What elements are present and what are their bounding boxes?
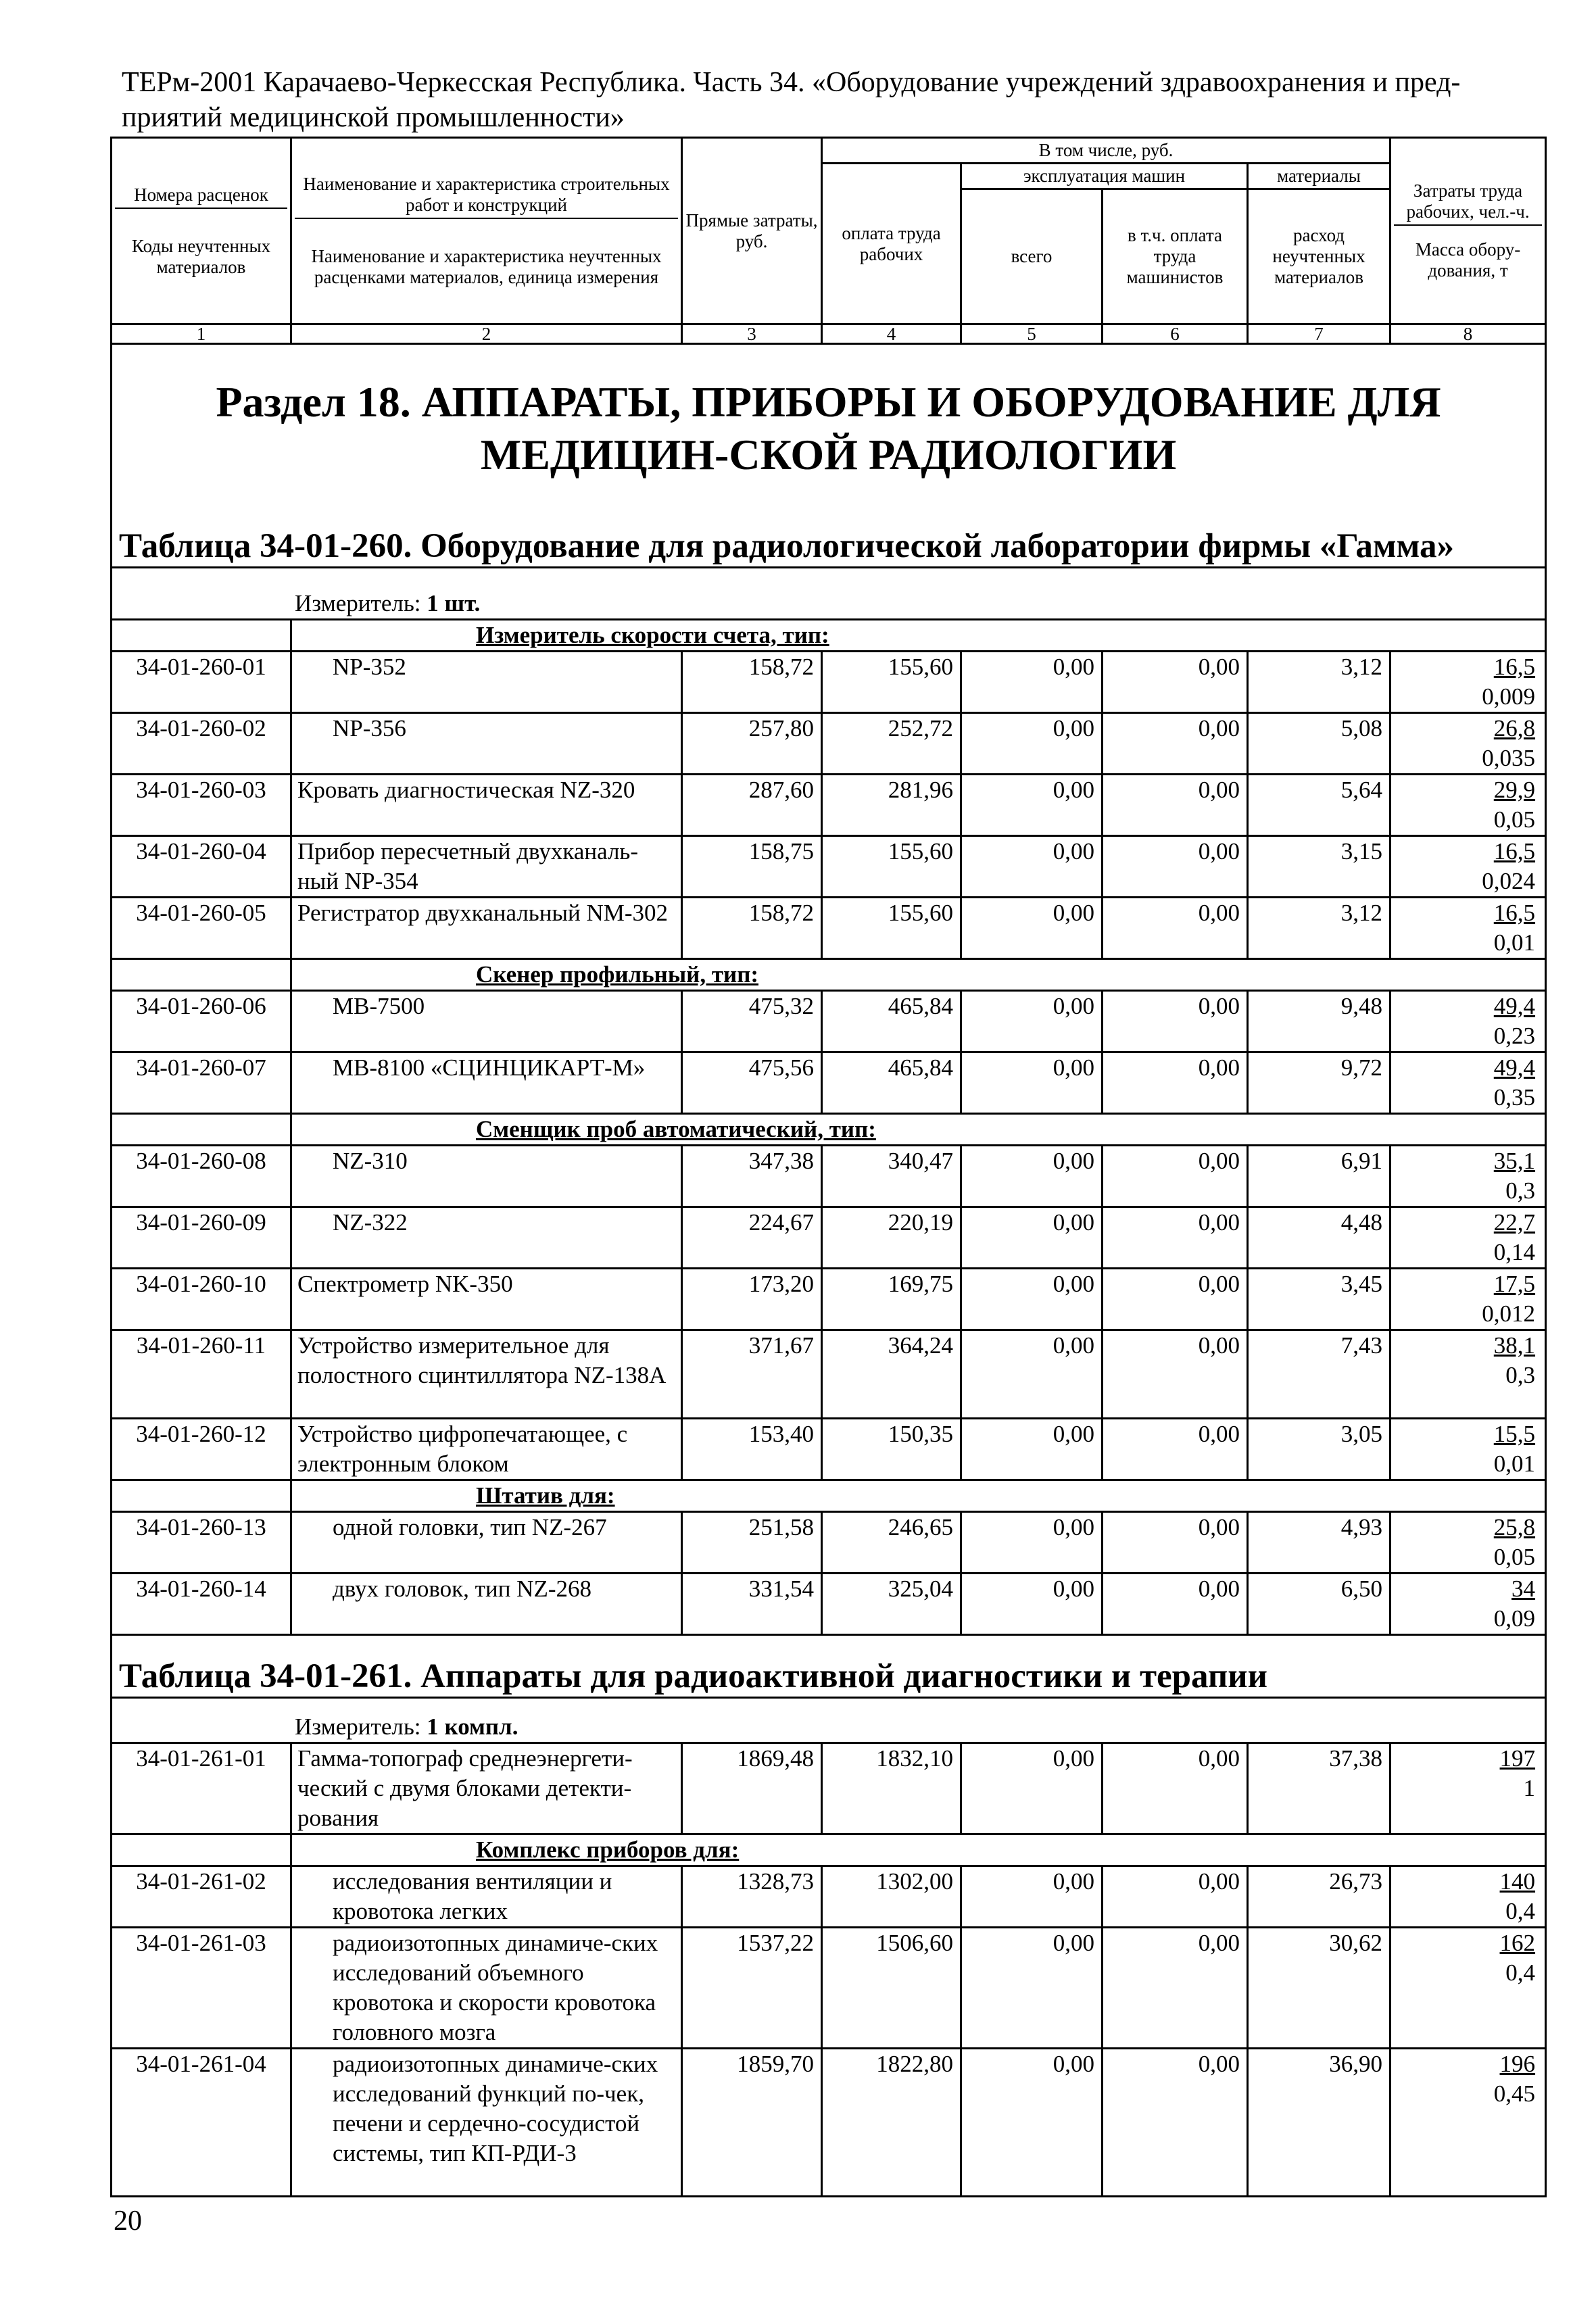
item-name: Спектрометр NK-350 [291,1269,682,1330]
cost-materials: 6,91 [1248,1146,1391,1207]
cost-materials: 6,50 [1248,1574,1391,1635]
cost-materials: 4,93 [1248,1512,1391,1574]
header-direct-costs: Прямые затраты, руб. [682,138,822,324]
cost-materials: 5,08 [1248,713,1391,775]
labor-mass-cell [1391,836,1546,898]
group-row [112,1834,1546,1866]
cost-labor: 150,35 [822,1419,961,1480]
labor-mass-cell [1391,775,1546,836]
cost-mach: 0,00 [961,1866,1103,1928]
labor-hours: 16,5 [1493,838,1536,864]
labor-mass-cell [1391,713,1546,775]
item-name: Устройство измерительное для полостного сцинтиллятора NZ-138A [291,1330,682,1419]
labor-hours: 25,8 [1493,1514,1536,1540]
equipment-mass: 0,3 [1505,1177,1536,1204]
cost-direct: 173,20 [682,1269,822,1330]
column-number: 2 [291,324,682,344]
equipment-mass: 0,09 [1493,1605,1536,1632]
cost-mach: 0,00 [961,1512,1103,1574]
cost-direct: 1859,70 [682,2049,822,2197]
equipment-mass: 0,14 [1493,1239,1536,1265]
rate-code: 34-01-260-02 [112,713,291,775]
rate-code: 34-01-260-03 [112,775,291,836]
cost-materials: 3,12 [1248,652,1391,713]
measure-label: Измеритель: [295,1713,427,1740]
table-261-title-cell [112,1635,1546,1698]
cost-mach-labor: 0,00 [1103,836,1248,898]
cost-mach-labor: 0,00 [1103,1419,1248,1480]
labor-mass-cell [1391,1330,1546,1419]
labor-mass-cell [1391,1419,1546,1480]
equipment-mass: 1 [1523,1775,1536,1801]
table-row [112,1269,1546,1330]
cost-direct: 1328,73 [682,1866,822,1928]
cost-direct: 475,56 [682,1052,822,1114]
header-machines: эксплуатация машин [961,164,1248,189]
table-row [112,1512,1546,1574]
cost-mach: 0,00 [961,652,1103,713]
table-row [112,1052,1546,1114]
section-title: Раздел 18. АППАРАТЫ, ПРИБОРЫ И ОБОРУДОВАНИЕ ДЛЯ МЕДИЦИН-СКОЙ РАДИОЛОГИИ [216,378,1441,479]
equipment-mass: 0,05 [1493,1544,1536,1570]
equipment-mass: 0,45 [1493,2080,1536,2107]
equipment-mass: 0,01 [1493,1451,1536,1477]
cost-mach-labor: 0,00 [1103,1574,1248,1635]
cost-materials: 37,38 [1248,1743,1391,1834]
cost-labor: 169,75 [822,1269,961,1330]
cost-materials: 4,48 [1248,1207,1391,1269]
column-number: 7 [1248,324,1391,344]
table-row [112,1574,1546,1635]
table-row [112,652,1546,713]
rate-code: 34-01-260-06 [112,991,291,1052]
item-name: NZ-322 [291,1207,682,1269]
document-header [122,65,1487,135]
column-number: 5 [961,324,1103,344]
table-row [112,1928,1546,2049]
cost-mach: 0,00 [961,1052,1103,1114]
labor-hours: 16,5 [1493,654,1536,680]
header-col-8 [1391,138,1546,324]
group-heading: Скенер профильный, тип: [291,959,1546,991]
header-equipment-mass: Масса обору-дования, т [1415,239,1521,281]
header-col-2 [291,138,682,324]
cost-direct: 158,75 [682,836,822,898]
header-line-1: ТЕРм-2001 Карачаево-Черкесская Республика. Часть 34. «Оборудование учреждений здравоохранения и пред- [122,67,1461,98]
cost-materials: 3,15 [1248,836,1391,898]
labor-mass-cell [1391,652,1546,713]
table-row [112,2049,1546,2197]
equipment-mass: 0,35 [1493,1084,1536,1111]
item-name: Гамма-топограф среднеэнергети-ческий с двумя блоками детекти-рования [291,1743,682,1834]
cost-direct: 251,58 [682,1512,822,1574]
labor-mass-cell [1391,898,1546,959]
cost-direct: 1537,22 [682,1928,822,2049]
cost-mach-labor: 0,00 [1103,652,1248,713]
group-row [112,620,1546,652]
labor-hours: 29,9 [1493,777,1536,803]
table-row [112,1419,1546,1480]
cost-direct: 475,32 [682,991,822,1052]
labor-mass-cell [1391,1512,1546,1574]
labor-mass-cell [1391,2049,1546,2197]
cost-direct: 331,54 [682,1574,822,1635]
item-name: MB-8100 «СЦИНЦИКАРТ-М» [291,1052,682,1114]
labor-hours: 196 [1499,2051,1536,2077]
table-261-measure-row [112,1698,1546,1743]
labor-hours: 140 [1499,1868,1536,1895]
table-row [112,1207,1546,1269]
rate-code: 34-01-260-14 [112,1574,291,1635]
rate-code: 34-01-260-05 [112,898,291,959]
cost-mach: 0,00 [961,1207,1103,1269]
table-261-title: Таблица 34-01-261. Аппараты для радиоактивной диагностики и терапии [119,1657,1268,1695]
cost-mach-labor: 0,00 [1103,898,1248,959]
item-name: исследования вентиляции и кровотока легких [291,1866,682,1928]
cost-mach: 0,00 [961,898,1103,959]
measure-value: 1 шт. [427,590,481,616]
equipment-mass: 0,4 [1505,1898,1536,1924]
cost-materials: 9,72 [1248,1052,1391,1114]
cost-mach-labor: 0,00 [1103,2049,1248,2197]
labor-hours: 38,1 [1493,1332,1536,1359]
cost-mach-labor: 0,00 [1103,991,1248,1052]
cost-mach: 0,00 [961,1419,1103,1480]
cost-mach-labor: 0,00 [1103,1928,1248,2049]
item-name: Устройство цифропечатающее, с электронным блоком [291,1419,682,1480]
cost-materials: 3,05 [1248,1419,1391,1480]
equipment-mass: 0,3 [1505,1362,1536,1388]
header-machinist-pay: в т.ч. оплата труда машинистов [1103,189,1248,324]
rate-code: 34-01-260-08 [112,1146,291,1207]
cost-labor: 1506,60 [822,1928,961,2049]
cost-mach-labor: 0,00 [1103,1207,1248,1269]
equipment-mass: 0,024 [1482,868,1536,894]
cost-mach: 0,00 [961,1574,1103,1635]
cost-direct: 371,67 [682,1330,822,1419]
table-row [112,775,1546,836]
labor-hours: 22,7 [1493,1209,1536,1236]
table-row [112,1146,1546,1207]
cost-labor: 1832,10 [822,1743,961,1834]
cost-direct: 158,72 [682,652,822,713]
cost-mach: 0,00 [961,836,1103,898]
cost-direct: 153,40 [682,1419,822,1480]
cost-materials: 3,12 [1248,898,1391,959]
labor-hours: 197 [1499,1745,1536,1772]
table-row [112,898,1546,959]
labor-hours: 15,5 [1493,1421,1536,1447]
header-line-2: приятий медицинской промышленности» [122,102,625,133]
section-title-cell [112,344,1546,568]
cost-labor: 155,60 [822,836,961,898]
labor-hours: 49,4 [1493,993,1536,1019]
table-row [112,1866,1546,1928]
cost-labor: 325,04 [822,1574,961,1635]
labor-mass-cell [1391,991,1546,1052]
group-heading: Сменщик проб автоматический, тип: [291,1114,1546,1146]
column-number: 4 [822,324,961,344]
rate-code: 34-01-260-11 [112,1330,291,1419]
cost-mach: 0,00 [961,713,1103,775]
page-number: 20 [114,2206,142,2237]
cost-materials: 7,43 [1248,1330,1391,1419]
group-row [112,1114,1546,1146]
equipment-mass: 0,23 [1493,1023,1536,1049]
cost-materials: 30,62 [1248,1928,1391,2049]
rate-code: 34-01-261-01 [112,1743,291,1834]
labor-hours: 34 [1512,1576,1536,1602]
cost-materials: 26,73 [1248,1866,1391,1928]
cost-direct: 257,80 [682,713,822,775]
cost-labor: 252,72 [822,713,961,775]
cost-mach: 0,00 [961,1269,1103,1330]
cost-mach-labor: 0,00 [1103,1146,1248,1207]
header-unaccounted-materials: расход неучтенных материалов [1248,189,1391,324]
cost-mach: 0,00 [961,1146,1103,1207]
rate-code: 34-01-260-13 [112,1512,291,1574]
labor-hours: 16,5 [1493,900,1536,926]
column-number: 1 [112,324,291,344]
equipment-mass: 0,035 [1482,745,1536,771]
cost-labor: 465,84 [822,1052,961,1114]
rate-code: 34-01-261-03 [112,1928,291,2049]
labor-mass-cell [1391,1866,1546,1928]
cost-direct: 1869,48 [682,1743,822,1834]
cost-mach: 0,00 [961,1330,1103,1419]
cost-labor: 1822,80 [822,2049,961,2197]
item-name: Регистратор двухканальный NM-302 [291,898,682,959]
rate-code: 34-01-260-10 [112,1269,291,1330]
cost-mach-labor: 0,00 [1103,775,1248,836]
labor-hours: 17,5 [1493,1271,1536,1297]
item-name: одной головки, тип NZ-267 [291,1512,682,1574]
column-number: 6 [1103,324,1248,344]
cost-labor: 364,24 [822,1330,961,1419]
table-row [112,713,1546,775]
labor-mass-cell [1391,1574,1546,1635]
table-261-measure [112,1698,1546,1743]
table-row [112,991,1546,1052]
item-name: NZ-310 [291,1146,682,1207]
header-labor-pay: оплата труда рабочих [822,164,961,324]
rate-code: 34-01-261-02 [112,1866,291,1928]
labor-hours: 49,4 [1493,1054,1536,1081]
item-name: NP-356 [291,713,682,775]
cost-mach-labor: 0,00 [1103,1330,1248,1419]
item-name: Кровать диагностическая NZ-320 [291,775,682,836]
cost-direct: 347,38 [682,1146,822,1207]
labor-hours: 35,1 [1493,1148,1536,1174]
cost-labor: 155,60 [822,652,961,713]
cost-labor: 246,65 [822,1512,961,1574]
cost-direct: 287,60 [682,775,822,836]
cost-labor: 220,19 [822,1207,961,1269]
table-header [112,138,1546,344]
group-row [112,1480,1546,1512]
measure-value: 1 компл. [427,1713,518,1740]
equipment-mass: 0,01 [1493,929,1536,956]
labor-mass-cell [1391,1052,1546,1114]
rate-code: 34-01-260-04 [112,836,291,898]
equipment-mass: 0,009 [1482,683,1536,710]
rate-code: 34-01-260-09 [112,1207,291,1269]
cost-mach: 0,00 [961,1928,1103,2049]
cost-mach-labor: 0,00 [1103,713,1248,775]
header-including: В том числе, руб. [822,138,1391,164]
rate-code: 34-01-261-04 [112,2049,291,2197]
cost-labor: 340,47 [822,1146,961,1207]
cost-materials: 9,48 [1248,991,1391,1052]
equipment-mass: 0,05 [1493,806,1536,833]
cost-labor: 281,96 [822,775,961,836]
labor-hours: 26,8 [1493,715,1536,741]
cost-mach-labor: 0,00 [1103,1052,1248,1114]
cost-mach-labor: 0,00 [1103,1743,1248,1834]
group-heading: Комплекс приборов для: [291,1834,1546,1866]
price-table [110,137,1547,2197]
table-260-measure [112,568,1546,620]
labor-hours: 162 [1499,1930,1536,1956]
cost-materials: 3,45 [1248,1269,1391,1330]
header-material-name: Наименование и характеристика неучтенных расценками материалов, единица измерения [311,246,662,287]
equipment-mass: 0,4 [1505,1959,1536,1986]
cost-mach: 0,00 [961,991,1103,1052]
item-name: Прибор пересчетный двухканаль-ный NP-354 [291,836,682,898]
header-rate-numbers: Номера расценок [115,185,287,209]
table-260-title: Таблица 34-01-260. Оборудование для радиологической лаборатории фирмы «Гамма» [119,527,1454,565]
header-material-codes: Коды неучтенных материалов [131,235,271,277]
cost-mach-labor: 0,00 [1103,1512,1248,1574]
column-number: 8 [1391,324,1546,344]
cost-materials: 5,64 [1248,775,1391,836]
header-machines-total: всего [961,189,1103,324]
cost-labor: 465,84 [822,991,961,1052]
rate-code: 34-01-260-01 [112,652,291,713]
cost-mach: 0,00 [961,2049,1103,2197]
group-row [112,959,1546,991]
cost-labor: 155,60 [822,898,961,959]
item-name: MB-7500 [291,991,682,1052]
equipment-mass: 0,012 [1482,1300,1536,1327]
rate-code: 34-01-260-12 [112,1419,291,1480]
group-heading: Штатив для: [291,1480,1546,1512]
header-labor-hours: Затраты труда рабочих, чел.-ч. [1394,180,1542,226]
header-col-1 [112,138,291,324]
cost-direct: 224,67 [682,1207,822,1269]
labor-mass-cell [1391,1146,1546,1207]
table-body [112,344,1546,2197]
labor-mass-cell [1391,1207,1546,1269]
table-row [112,1330,1546,1419]
labor-mass-cell [1391,1743,1546,1834]
cost-mach: 0,00 [961,1743,1103,1834]
item-name: радиоизотопных динамиче-ских исследований объемного кровотока и скорости кровотока головного мозга [291,1928,682,2049]
rate-code: 34-01-260-07 [112,1052,291,1114]
labor-mass-cell [1391,1269,1546,1330]
cost-labor: 1302,00 [822,1866,961,1928]
cost-mach-labor: 0,00 [1103,1269,1248,1330]
header-materials: материалы [1248,164,1391,189]
cost-mach: 0,00 [961,775,1103,836]
column-number: 3 [682,324,822,344]
table-row [112,836,1546,898]
group-heading: Измеритель скорости счета, тип: [291,620,1546,652]
table-row [112,1743,1546,1834]
header-work-name: Наименование и характеристика строительных работ и конструкций [295,174,678,219]
table-261-heading-row [112,1635,1546,1698]
cost-mach-labor: 0,00 [1103,1866,1248,1928]
labor-mass-cell [1391,1928,1546,2049]
measure-label: Измеритель: [295,590,427,616]
item-name: NP-352 [291,652,682,713]
item-name: двух головок, тип NZ-268 [291,1574,682,1635]
cost-materials: 36,90 [1248,2049,1391,2197]
cost-direct: 158,72 [682,898,822,959]
item-name: радиоизотопных динамиче-ских исследований функций по-чек, печени и сердечно-сосудистой системы, тип КП-РДИ-3 [291,2049,682,2197]
